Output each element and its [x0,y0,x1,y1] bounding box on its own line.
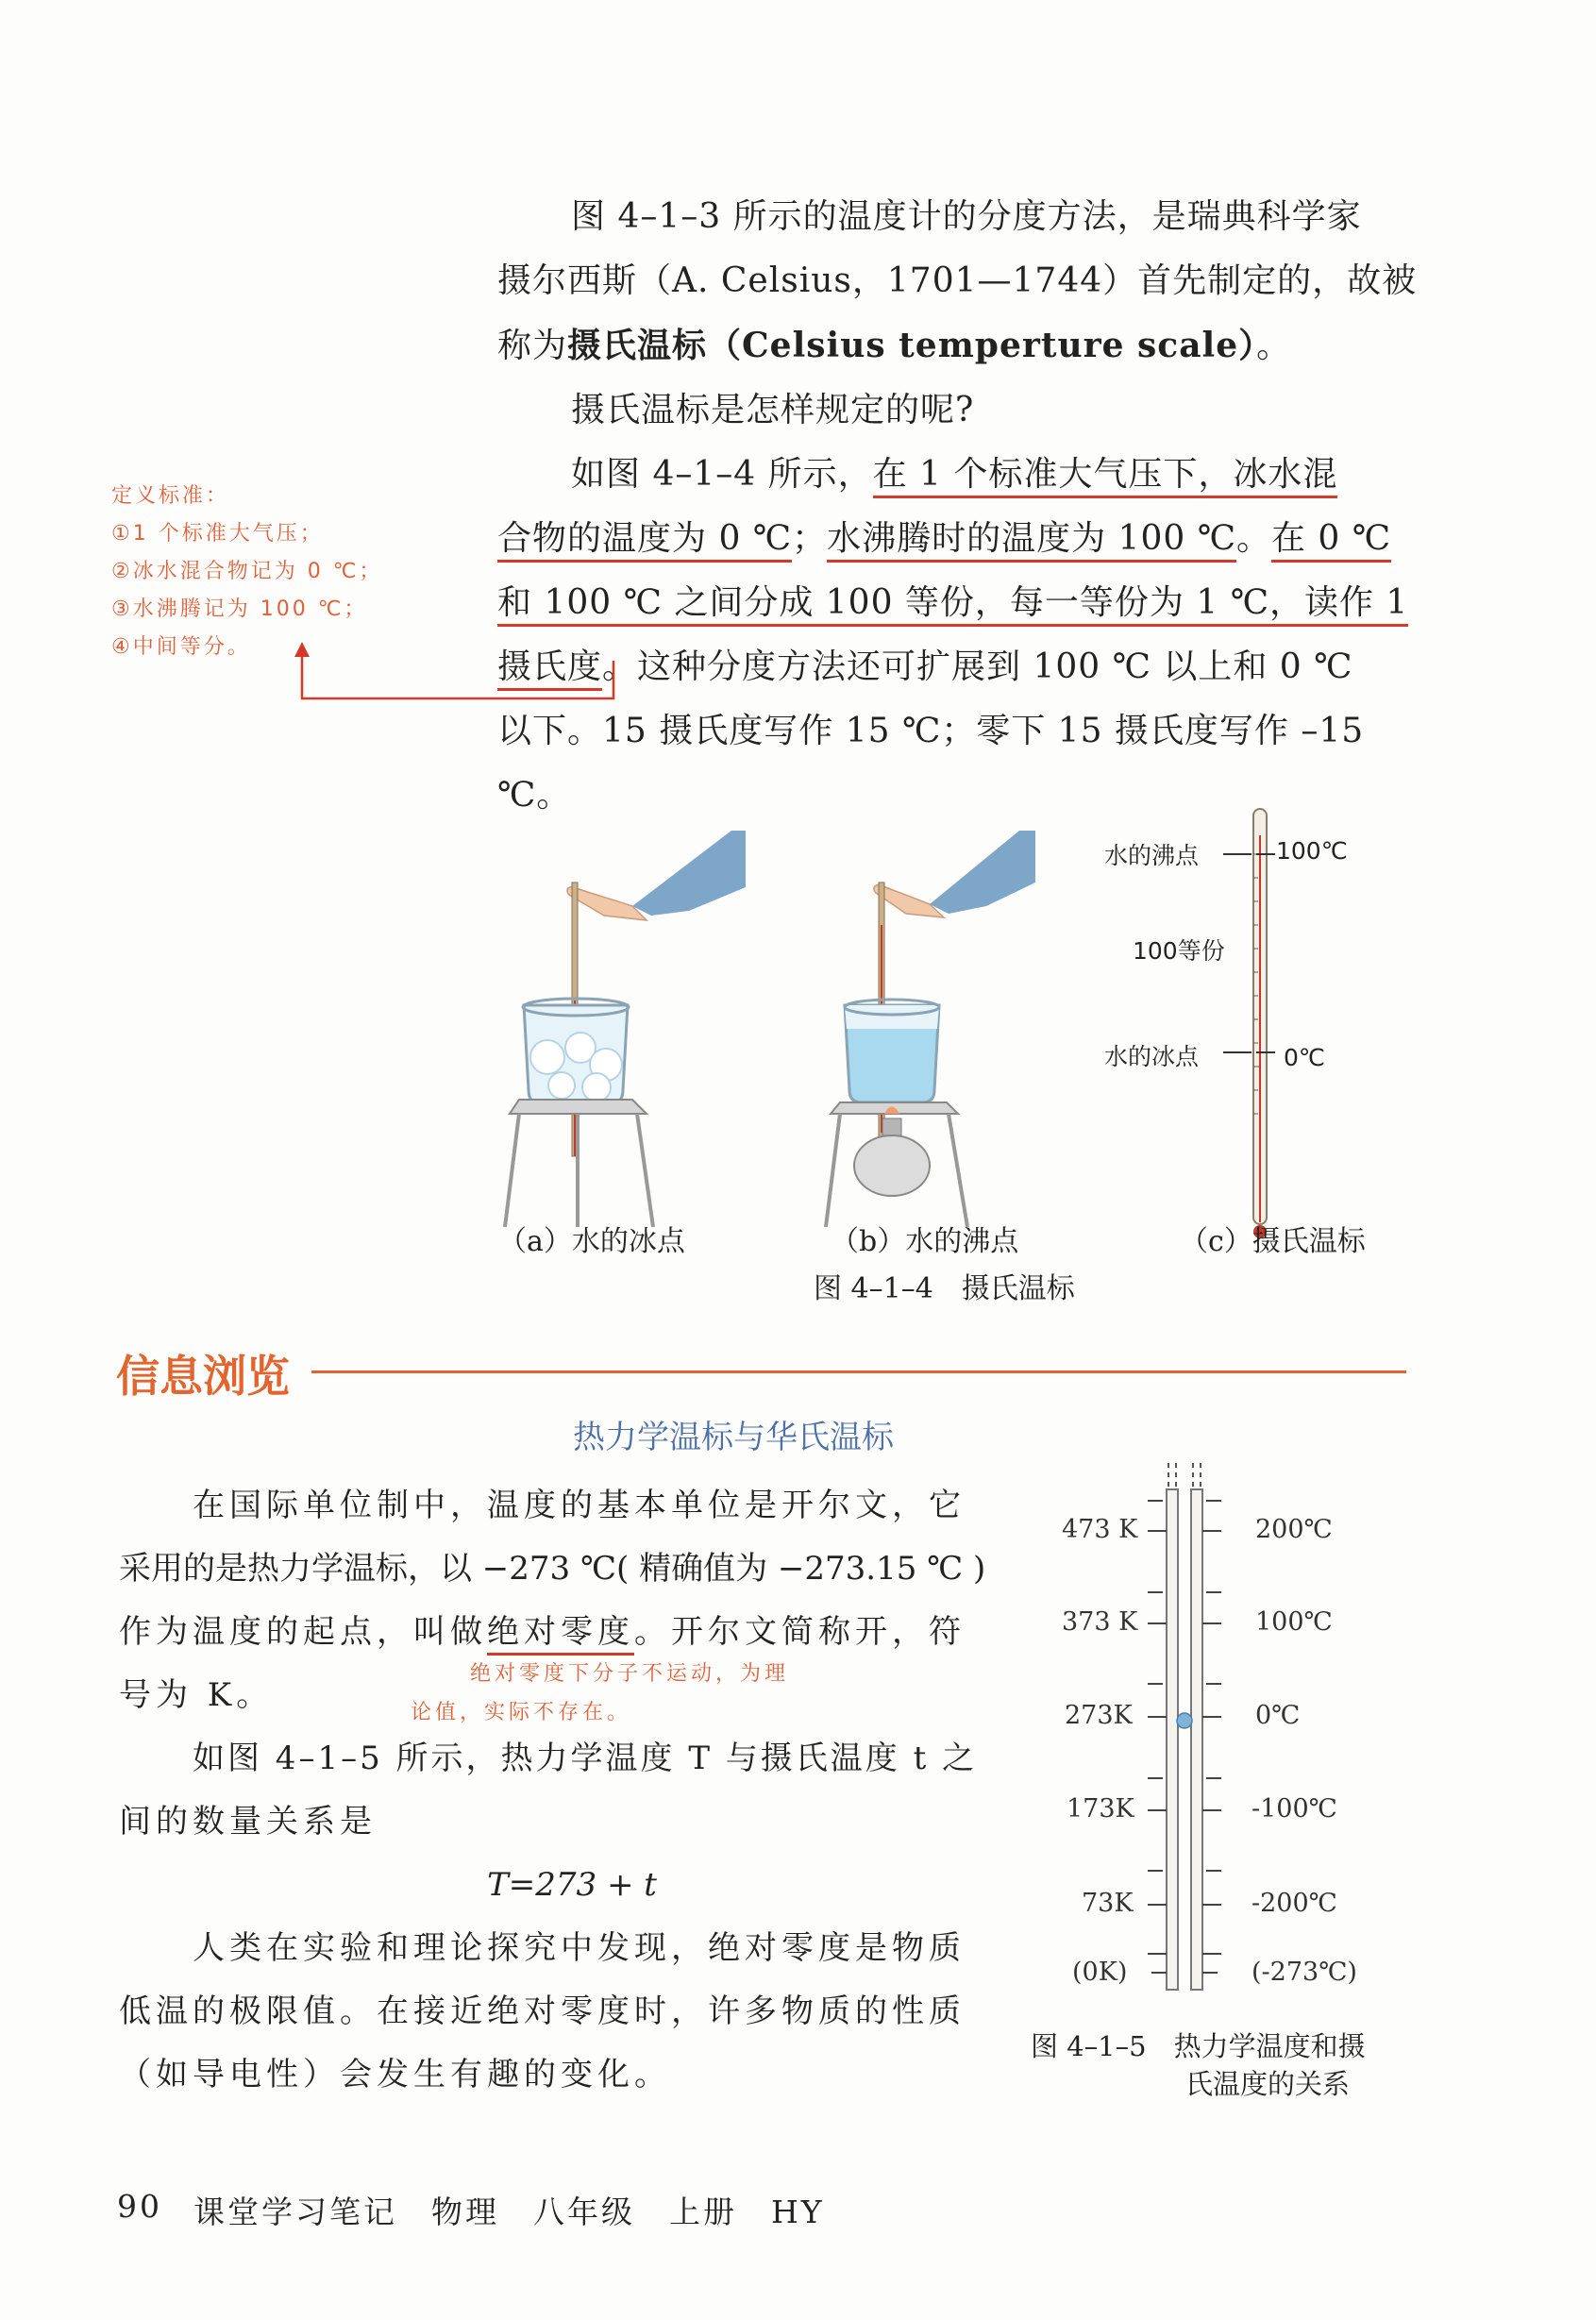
page-number: 90 [117,2188,162,2225]
section-divider [311,1370,1406,1373]
underlined-text: 在 1 个标准大气压下，冰水混 [873,455,1338,498]
kelvin-label: (0K) [1072,1958,1128,1987]
underlined-text: 摄氏度 [497,647,602,691]
paragraph-line: 间的数量关系是 [119,1803,377,1841]
figure-boiling-water-beaker [816,831,1043,1227]
label-100-equal-parts: 100等份 [1133,937,1225,965]
paragraph-line: 摄尔西斯（A. Celsius，1701—1744）首先制定的，故被 [497,261,1418,300]
text: 。这种分度方法还可扩展到 100 ℃ 以上和 0 ℃ [602,647,1353,686]
paragraph-line [497,313,1441,378]
figure-caption: 图 4–1–4 摄氏温标 [814,1272,1075,1305]
celsius-label: -200℃ [1252,1889,1337,1918]
kelvin-label: 73K [1082,1889,1134,1918]
side-note [111,478,423,666]
paragraph-line: 图 4–1–3 所示的温度计的分度方法，是瑞典科学家 [571,197,1362,236]
paragraph-line: 如图 4–1–5 所示，热力学温度 T 与摄氏温度 t 之 [193,1740,978,1777]
term-celsius-scale: 摄氏温标（Celsius temperture scale） [567,326,1257,365]
section-title: 信息浏览 [116,1351,290,1402]
text: 。开尔文简称开，符 [634,1613,966,1651]
celsius-label: -100℃ [1252,1794,1337,1824]
underlined-text: 水沸腾时的温度为 100 ℃ [827,519,1236,563]
side-note-item: ③水沸腾记为 100 ℃； [111,597,368,621]
underlined-text: 绝对零度 [487,1613,634,1656]
info-text-block [119,1474,1025,2107]
paragraph-line: 号为 K。 [119,1676,274,1714]
paragraph-line: 采用的是热力学温标，以 −273 ℃( 精确值为 −273.15 ℃ ) [119,1550,986,1588]
side-note-item: ②冰水混合物记为 0 ℃； [111,560,383,583]
text: ； [792,519,828,558]
paragraph-line: 以下。15 摄氏度写作 15 ℃；零下 15 摄氏度写作 –15 ℃。 [497,712,1365,815]
side-note-item: ①1 个标准大气压； [111,522,324,546]
kelvin-label: 373 K [1062,1607,1138,1637]
underlined-text: 和 100 ℃ 之间分成 100 等份，每一等份为 1 ℃，读作 1 [497,583,1408,627]
paragraph-line [497,635,1441,699]
paragraph-line: 在国际单位制中，温度的基本单位是开尔文，它 [193,1487,966,1524]
text: 如图 4–1–4 所示， [571,455,873,494]
paragraph-line: 低温的极限值。在接近绝对零度时，许多物质的性质 [119,1992,966,2030]
formula: T=273 + t [487,1866,657,1904]
side-note-title: 定义标准： [111,484,230,508]
kelvin-label: 473 K [1062,1515,1138,1544]
sleeve [632,831,746,916]
celsius-label: 0℃ [1255,1701,1301,1730]
label-boiling-point: 水的沸点 [1104,842,1200,869]
figure-caption: 氏温度的关系 [1185,2068,1351,2100]
figure-caption: 图 4–1–5 热力学温度和摄 [1031,2030,1366,2062]
underlined-text: 在 0 ℃ [1271,519,1391,563]
kelvin-label: 273K [1065,1701,1133,1730]
paragraph-line: （如导电性）会发生有趣的变化。 [119,2056,671,2093]
side-note-item: ④中间等分。 [111,635,251,659]
text: 作为温度的起点，叫做 [119,1613,487,1651]
paragraph-line [497,507,1441,571]
paragraph-line: 人类在实验和理论探究中发现，绝对零度是物质 [193,1929,966,1967]
main-text-block [497,185,1441,828]
footer-text: 课堂学习笔记 物理 八年级 上册 HY [193,2194,825,2230]
figure-ice-water-beaker [491,831,755,1227]
caption-ice-point: （a）水的冰点 [498,1225,685,1258]
paragraph-line [497,443,1441,507]
caption-boiling-point: （b）水的沸点 [831,1225,1019,1258]
label-100c: 100℃ [1276,837,1348,865]
text: 称为 [497,327,568,365]
underlined-text: 合物的温度为 0 ℃ [497,519,792,563]
label-freezing-point: 水的冰点 [1104,1043,1200,1070]
paragraph-line: 摄氏温标是怎样规定的呢? [571,391,975,429]
handwritten-note: 绝对零度下分子不运动，为理 [470,1662,790,1686]
text: 。 [1256,327,1292,365]
kelvin-label: 173K [1067,1794,1134,1824]
caption-celsius-scale: （c）摄氏温标 [1180,1225,1366,1258]
handwritten-note: 论值，实际不存在。 [411,1701,632,1724]
label-0c: 0℃ [1284,1044,1325,1071]
paragraph-line [497,571,1441,635]
paragraph-line [119,1601,1025,1664]
note-arrow [283,642,623,717]
celsius-label: 100℃ [1255,1607,1333,1637]
section-subtitle: 热力学温标与华氏温标 [573,1419,894,1456]
celsius-label: 200℃ [1255,1515,1333,1544]
celsius-label: (-273℃) [1252,1958,1357,1987]
text: 。 [1235,519,1271,558]
